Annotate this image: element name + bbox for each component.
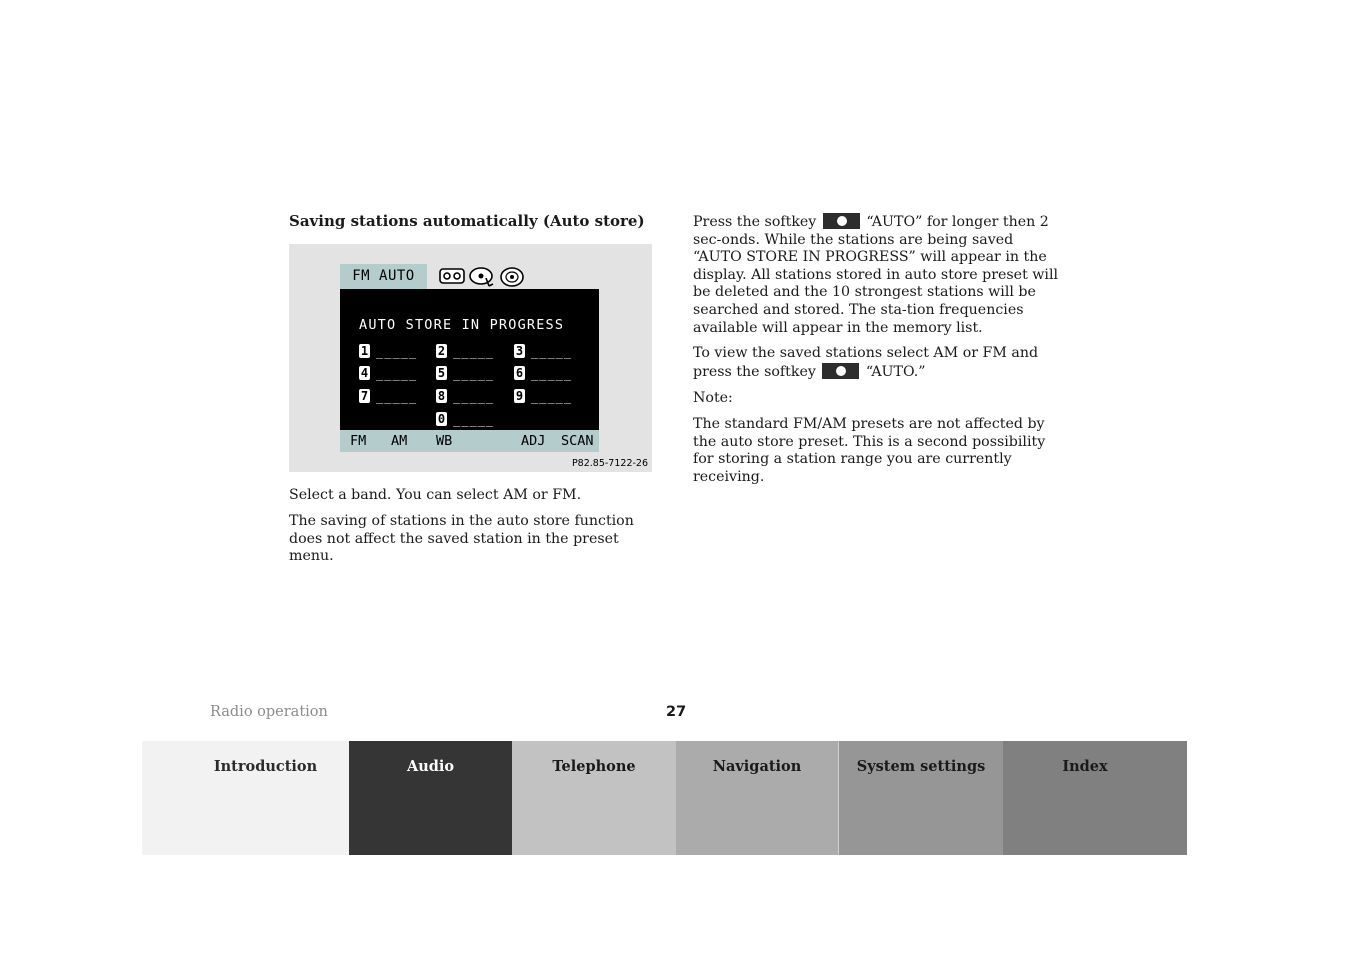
preset-slot: 6 _____	[515, 365, 573, 381]
preset-slot: 2 _____	[437, 343, 495, 359]
softkey-dot-icon	[823, 213, 860, 229]
tab-telephone[interactable]: Telephone	[512, 741, 676, 855]
softkey-adj: ADJ	[521, 433, 546, 449]
preset-slot: 0 _____	[437, 411, 495, 427]
preset-slot: 4 _____	[360, 365, 418, 381]
tab-index[interactable]: Index	[1003, 741, 1187, 855]
footer-section-label: Radio operation	[210, 704, 328, 720]
preset-slot: 8 _____	[437, 388, 495, 404]
note-label: Note:	[693, 390, 733, 406]
display-figure	[289, 244, 652, 472]
page-number: 27	[666, 704, 687, 720]
cassette-icon	[439, 266, 465, 286]
softkey-am: AM	[391, 433, 408, 449]
tab-introduction[interactable]: Introduction	[142, 741, 349, 855]
preset-slot: 9 _____	[515, 388, 573, 404]
softkey-fm: FM	[350, 433, 367, 449]
radio-display	[340, 264, 599, 452]
softkey-bar	[340, 430, 599, 452]
tab-audio[interactable]: Audio	[349, 741, 512, 855]
note-text: The standard FM/AM presets are not affected by the auto store preset. This is a second possibility for storing a station range you are currently receiving.	[693, 416, 1046, 485]
band-tab: FM AUTO	[340, 264, 427, 289]
figure-code: P82.85-7122-26	[571, 458, 648, 469]
cd-icon	[499, 266, 525, 288]
preset-slot: 5 _____	[437, 365, 495, 381]
preset-slot: 3 _____	[515, 343, 573, 359]
autostore-message: AUTO STORE IN PROGRESS	[359, 317, 565, 333]
right-paragraph-2: To view the saved stations select AM or FM and press the softkey “AUTO.”	[693, 345, 1039, 380]
preset-slot: 1 _____	[360, 343, 418, 359]
softkey-wb: WB	[436, 433, 453, 449]
left-paragraph-1: Select a band. You can select AM or FM.	[289, 487, 582, 503]
softkey-scan: SCAN	[561, 433, 594, 449]
left-paragraph-2: The saving of stations in the auto store function does not affect the saved station in the preset menu.	[289, 513, 634, 565]
cd-changer-icon	[469, 266, 495, 288]
right-paragraph-1: Press the softkey “AUTO” for longer then 2 sec-onds. While the stations are being saved “AUTO STORE IN PROGRESS” will appear in the display. All stations stored in auto store preset will be deleted and the 10 strongest stations will be searched and stored. The sta-tion frequencies available will appear in the memory list.	[693, 214, 1059, 336]
tab-system-settings[interactable]: System settings	[839, 741, 1003, 855]
section-heading: Saving stations automatically (Auto store)	[289, 212, 645, 230]
tab-navigation[interactable]: Navigation	[676, 741, 839, 855]
chapter-tabs	[142, 741, 1187, 855]
preset-slot: 7 _____	[360, 388, 418, 404]
softkey-dot-icon	[822, 363, 859, 379]
